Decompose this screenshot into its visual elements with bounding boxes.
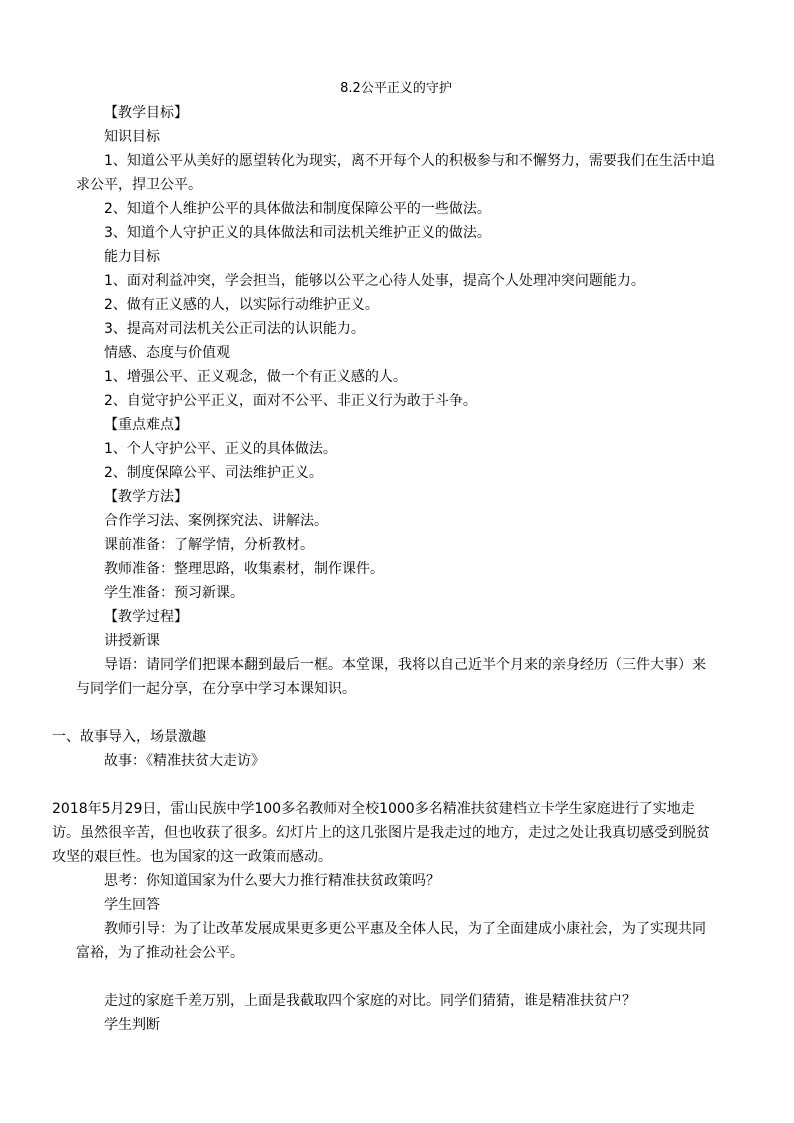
paragraph-ability-2: 2、做有正义感的人，以实际行动维护正义。 [104,297,379,313]
document-title: 8.2公平正义的守护 [340,81,452,96]
paragraph-teacher-prep: 教师准备：整理思路，收集素材，制作课件。 [104,561,384,577]
spacer [76,701,716,725]
paragraph-story-body: 2018年5月29日，雷山民族中学100多名教师对全校1000多名精准扶贫建档立卡学生家庭进行了实地走访。虽然很辛苦，但也收获了很多。幻灯片上的这几张图片是我走过的地方，走过之处让我真切感受到脱贫攻坚的艰巨性。也为国家的这一政策而感动。 [52,801,710,865]
subheading-ability-goals: 能力目标 [104,249,160,265]
paragraph-student-answer: 学生回答 [104,897,160,913]
paragraph-story-title: 故事：《精准扶贫大走访》 [104,753,265,769]
section-heading-methods: 【教学方法】 [104,489,188,505]
document-content [52,77,716,1037]
paragraph-knowledge-3: 3、知道个人守护正义的具体做法和司法机关维护正义的做法。 [104,225,491,241]
section-heading-key-points: 【重点难点】 [104,417,188,433]
subheading-values: 情感、态度与价值观 [104,345,230,361]
subheading-new-lesson: 讲授新课 [104,633,160,649]
paragraph-values-1: 1、增强公平、正义观念，做一个有正义感的人。 [104,369,407,385]
paragraph-think: 思考：你知道国家为什么要大力推行精准扶贫政策吗？ [104,873,440,889]
paragraph-key-1: 1、个人守护公平、正义的具体做法。 [104,441,337,457]
spacer [76,965,716,989]
paragraph-ability-1: 1、面对利益冲突，学会担当，能够以公平之心待人处事，提高个人处理冲突问题能力。 [104,273,645,289]
paragraph-pre-class: 课前准备：了解学情，分析教材。 [104,537,314,553]
section-heading-process: 【教学过程】 [104,609,188,625]
paragraph-student-prep: 学生准备：预习新课。 [104,585,244,601]
spacer [76,773,716,797]
paragraph-knowledge-2: 2、知道个人维护公平的具体做法和制度保障公平的一些做法。 [104,201,491,217]
paragraph-methods: 合作学习法、案例探究法、讲解法。 [104,513,328,529]
section-heading-teaching-goals: 【教学目标】 [104,105,188,121]
paragraph-key-2: 2、制度保障公平、司法维护正义。 [104,465,323,481]
paragraph-student-judge: 学生判断 [104,1017,160,1033]
paragraph-knowledge-1: 1、知道公平从美好的愿望转化为现实，离不开每个人的积极参与和不懈努力，需要我们在生活中追求公平，捍卫公平。 [76,153,715,193]
paragraph-values-2: 2、自觉守护公平正义，面对不公平、非正义行为敢于斗争。 [104,393,477,409]
paragraph-ability-3: 3、提高对司法机关公正司法的认识能力。 [104,321,365,337]
subheading-knowledge-goals: 知识目标 [104,129,160,145]
paragraph-family-compare: 走过的家庭千差万别，上面是我截取四个家庭的对比。同学们猜猜，谁是精准扶贫户？ [104,993,636,1009]
paragraph-teacher-guide: 教师引导：为了让改革发展成果更多更公平惠及全体人民，为了全面建成小康社会，为了实现共同富裕，为了推动社会公平。 [76,921,706,961]
section-story-intro: 一、故事导入，场景激趣 [52,729,206,745]
paragraph-intro: 导语：请同学们把课本翻到最后一框。本堂课，我将以自己近半个月来的亲身经历（三件大事）来与同学们一起分享，在分享中学习本课知识。 [76,657,706,697]
